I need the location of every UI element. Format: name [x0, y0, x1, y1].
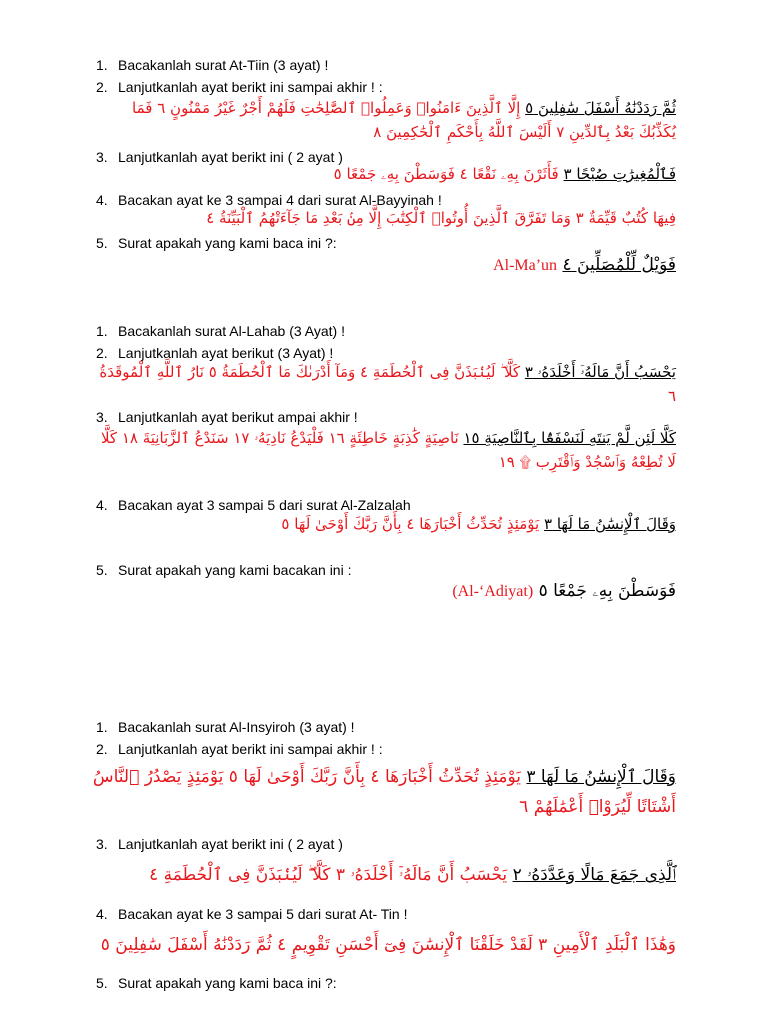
- s1-question-2: [96, 78, 383, 96]
- s1-q4-ayah: [206, 206, 676, 230]
- s1-q4-ayah-text: فِيهَا كُتُبٌ قَيِّمَةٌ ٣ وَمَا تَفَرَّقَ ٱلَّذِينَ أُوتُوا۟ ٱلْكِتَٰبَ إِلَّا مِنۢ بَعْدِ مَا جَآءَتْهُمُ ٱلْبَيِّنَةُ ٤: [206, 209, 676, 227]
- s1-question-3: [96, 148, 343, 166]
- s2-q2-ayah-continuation: كَلَّا ۖ لَيُنۢبَذَنَّ فِى ٱلْحُطَمَةِ ٤ وَمَآ أَدْرَىٰكَ مَا ٱلْحُطَمَةُ ٥ نَارُ ٱللَّهِ ٱلْمُوقَدَةُ ٦: [99, 363, 676, 405]
- s3-q1-number: 1.: [96, 719, 108, 735]
- s1-q5-text: Surat apakah yang kami baca ini ?:: [118, 235, 337, 251]
- s3-q5-number: 5.: [96, 975, 108, 991]
- s2-q5-number: 5.: [96, 562, 108, 578]
- s1-question-1: [96, 56, 328, 74]
- s1-q2-number: 2.: [96, 79, 108, 95]
- s2-question-1: [96, 322, 345, 340]
- s3-q5-text: Surat apakah yang kami baca ini ?:: [118, 975, 337, 991]
- s1-q3-ayah: [334, 162, 676, 186]
- s1-q3-text: Lanjutkanlah ayat berikt ini ( 2 ayat ): [118, 149, 343, 165]
- s2-q4-number: 4.: [96, 497, 108, 513]
- s3-q2-ayah-prompt: وَقَالَ ٱلْإِنسَٰنُ مَا لَهَا ٣: [526, 767, 676, 787]
- s3-q2-number: 2.: [96, 741, 108, 757]
- s2-question-3: [96, 408, 358, 426]
- s3-q3-ayah-prompt: ٱلَّذِى جَمَعَ مَالًا وَعَدَّدَهُۥ ٢: [512, 865, 676, 885]
- s1-q5-ayah-text: فَوَيْلٌ لِّلْمُصَلِّينَ ٤: [562, 255, 676, 275]
- s3-q4-number: 4.: [96, 906, 108, 922]
- s2-q4-ayah-continuation: يَوْمَئِذٍ تُحَدِّثُ أَخْبَارَهَا ٤ بِأَنَّ رَبَّكَ أَوْحَىٰ لَهَا ٥: [281, 515, 540, 533]
- s2-q5-ayah-text: فَوَسَطْنَ بِهِۦ جَمْعًا ٥: [538, 581, 676, 601]
- s2-q4-text: Bacakan ayat 3 sampai 5 dari surat Al-Zalzalah: [118, 497, 411, 513]
- s3-q3-text: Lanjutkanlah ayat berikt ini ( 2 ayat ): [118, 836, 343, 852]
- s3-question-1: [96, 718, 355, 736]
- s2-q2-number: 2.: [96, 345, 108, 361]
- s1-q5-number: 5.: [96, 235, 108, 251]
- s1-q2-ayah-prompt: ثُمَّ رَدَدْنَٰهُ أَسْفَلَ سَٰفِلِينَ ٥: [525, 99, 676, 117]
- s2-q5-text: Surat apakah yang kami bacakan ini :: [118, 562, 352, 578]
- s1-q3-number: 3.: [96, 149, 108, 165]
- s1-q2-ayah: [92, 96, 676, 144]
- s3-q3-ayah-continuation: يَحْسَبُ أَنَّ مَالَهُۥٓ أَخْلَدَهُۥ ٣ كَلَّا ۖ لَيُنۢبَذَنَّ فِى ٱلْحُطَمَةِ ٤: [149, 865, 508, 885]
- s1-q1-number: 1.: [96, 57, 108, 73]
- s2-q3-text: Lanjutkanlah ayat berikut ampai akhir !: [118, 409, 358, 425]
- s3-q2-text: Lanjutkanlah ayat berikt ini sampai akhir ! :: [118, 741, 383, 757]
- s1-q3-ayah-continuation: فَأَثَرْنَ بِهِۦ نَقْعًا ٤ فَوَسَطْنَ بِهِۦ جَمْعًا ٥: [333, 165, 559, 183]
- s3-q1-text: Bacakanlah surat Al-Insyiroh (3 ayat) !: [118, 719, 355, 735]
- s3-q4-ayah: [101, 930, 676, 960]
- s2-q2-ayah: [92, 360, 676, 408]
- s2-q2-ayah-prompt: يَحْسَبُ أَنَّ مَالَهُۥٓ أَخْلَدَهُۥ ٣: [524, 363, 676, 381]
- s3-q3-number: 3.: [96, 836, 108, 852]
- s3-q4-text: Bacakan ayat ke 3 sampai 5 dari surat At- Tin !: [118, 906, 408, 922]
- s3-question-3: [96, 835, 343, 853]
- s3-q2-ayah-continuation: يَوْمَئِذٍ تُحَدِّثُ أَخْبَارَهَا ٤ بِأَنَّ رَبَّكَ أَوْحَىٰ لَهَا ٥ يَوْمَئِذٍ يَصْدُرُ ٱلنَّاسُ أَشْتَاتًا لِّيُرَوْا۟ أَعْمَٰلَهُمْ ٦: [92, 767, 676, 817]
- s3-q2-ayah: [92, 762, 676, 822]
- s1-q5-ayah: [493, 250, 676, 281]
- s2-q1-number: 1.: [96, 323, 108, 339]
- s2-question-5: [96, 561, 351, 579]
- s1-q5-answer: Al-Ma’un: [493, 257, 558, 274]
- s2-q3-number: 3.: [96, 409, 108, 425]
- s2-q5-answer: (Al-‘Adiyat): [452, 583, 534, 600]
- s3-question-5: [96, 974, 337, 992]
- s2-q1-text: Bacakanlah surat Al-Lahab (3 Ayat) !: [118, 323, 345, 339]
- s3-q3-ayah: [149, 860, 676, 890]
- s1-q4-text: Bacakan ayat ke 3 sampai 4 dari surat Al-Bayyinah !: [118, 192, 442, 208]
- s2-q4-ayah-prompt: وَقَالَ ٱلْإِنسَٰنُ مَا لَهَا ٣: [544, 515, 676, 533]
- s1-q2-text: Lanjutkanlah ayat berikt ini sampai akhir ! :: [118, 79, 383, 95]
- s1-q4-number: 4.: [96, 192, 108, 208]
- s1-q2-ayah-continuation: إِلَّا ٱلَّذِينَ ءَامَنُوا۟ وَعَمِلُوا۟ ٱلصَّٰلِحَٰتِ فَلَهُمْ أَجْرٌ غَيْرُ مَمْنُونٍ ٦ فَمَا يُكَذِّبُكَ بَعْدُ بِٱلدِّينِ ٧ أَلَيْسَ ٱللَّهُ بِأَحْكَمِ ٱلْحَٰكِمِينَ ٨: [132, 99, 676, 141]
- s2-q3-ayah-prompt: كَلَّا لَئِن لَّمْ يَنتَهِ لَنَسْفَعًۢا بِٱلنَّاصِيَةِ ١٥: [463, 429, 676, 447]
- s2-q5-ayah: [452, 576, 676, 607]
- s3-question-2: [96, 740, 383, 758]
- s2-q4-ayah: [281, 512, 676, 536]
- s3-question-4: [96, 905, 407, 923]
- s2-q3-ayah: [92, 426, 676, 474]
- s1-question-5: [96, 234, 337, 252]
- s3-q4-ayah-text: وَهَٰذَا ٱلْبَلَدِ ٱلْأَمِينِ ٣ لَقَدْ خَلَقْنَا ٱلْإِنسَٰنَ فِىٓ أَحْسَنِ تَقْوِيمٍ ٤ ثُمَّ رَدَدْنَٰهُ أَسْفَلَ سَٰفِلِينَ ٥: [100, 935, 676, 955]
- s1-q3-ayah-prompt: فَٱلْمُغِيرَٰتِ صُبْحًا ٣: [563, 165, 676, 183]
- s2-q3-ayah-continuation: نَاصِيَةٍ كَٰذِبَةٍ خَاطِئَةٍ ١٦ فَلْيَدْعُ نَادِيَهُۥ ١٧ سَنَدْعُ ٱلزَّبَانِيَةَ ١٨ كَلَّا لَا تُطِعْهُ وَٱسْجُدْ وَٱقْتَرِب ۩ ١٩: [100, 429, 676, 471]
- s1-q1-text: Bacakanlah surat At-Tiin (3 ayat) !: [118, 57, 329, 73]
- s2-q2-text: Lanjutkanlah ayat berikut (3 Ayat) !: [118, 345, 334, 361]
